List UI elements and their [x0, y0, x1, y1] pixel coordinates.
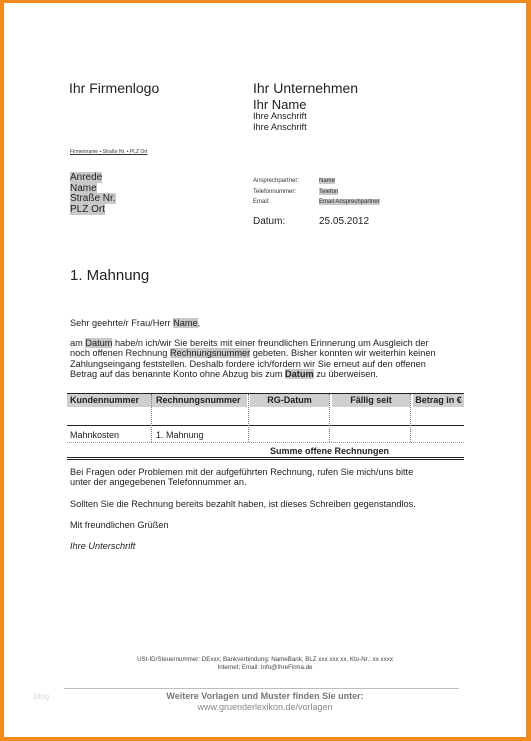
contact-phone-value: Telefon [319, 188, 339, 195]
greeting: Sehr geehrte/r Frau/Herr Name, [70, 318, 201, 328]
table-cell: 1. Mahnung [156, 430, 204, 440]
table-total-label: Summe offene Rechnungen [270, 446, 390, 456]
table-header: Fällig seit [332, 394, 410, 407]
greeting-name: Name [173, 318, 198, 328]
company-address-1: Ihre Anschrift [253, 111, 307, 121]
closing-paragraph: Bei Fragen oder Problemen mit der aufgeführten Rechnung, rufen Sie mich/uns bitte unter der angegebenen Telefonnummer an. [70, 467, 414, 488]
regards: Mit freundlichen Grüßen [70, 520, 169, 530]
table-row [67, 429, 464, 442]
contact-email-value: Email Ansprechpartner [319, 199, 380, 205]
contact-values [319, 176, 380, 208]
signature-placeholder: Ihre Unterschrift [70, 541, 136, 551]
date-label: Datum: [253, 216, 286, 227]
closing-line: Sollten Sie die Rechnung bereits bezahlt haben, ist dieses Schreiben gegenstandlos. [70, 499, 416, 509]
footer-divider [64, 688, 459, 689]
body-paragraph: am Datum habe/n ich/wir Sie bereits mit einer freundlichen Erinnerung um Ausgleich der noch offenen Rechnung Rechnungsnummer gebeten. Bisher konnten wir weiterhin keinen Zahlungseingang feststellen. Deshalb forderе ich/fordern wir Sie erneut auf den offenen Betrag auf das benannte Konto ohne Abzug bis zum Datum zu überweisen. [70, 338, 436, 380]
recipient-salutation: Anrede [70, 172, 103, 183]
recipient-street: Straße Nr. [70, 193, 116, 204]
reminder-date: Datum [85, 338, 113, 348]
templates-link[interactable]: www.gruenderlexikon.de/vorlagen [197, 702, 333, 712]
recipient-block [70, 173, 116, 215]
company-name: Ihr Unternehmen [253, 80, 359, 96]
contact-labels [253, 176, 299, 208]
table-row [67, 410, 464, 423]
letter-title: 1. Mahnung [70, 267, 150, 284]
recipient-name: Name [70, 182, 97, 194]
recipient-city: PLZ Ort [70, 203, 106, 215]
letter-page [4, 3, 526, 737]
contact-phone-label: Telefonnummer: [253, 188, 297, 195]
watermark-text: blog [34, 692, 50, 701]
table-header: Kundennummer [67, 394, 153, 407]
contact-email-label: Email: [253, 199, 270, 205]
contact-person-label: Ansprechpartner: [253, 178, 300, 184]
table-header: RG-Datum [250, 394, 329, 407]
invoice-number: Rechnungsnummer [169, 348, 251, 359]
company-contact-name: Ihr Name [253, 97, 307, 112]
table-cell: Mahnkosten [70, 430, 120, 440]
logo-placeholder: Ihr Firmenlogo [69, 80, 160, 96]
contact-person-value: Name [319, 178, 336, 184]
footer-info: USt-ID/Steuernummer: DExxx; Bankverbindung: NameBank, BLZ xxx xxx xx, Kto-Nr.: xx xxxx Internet; Email: Info@IhreFirma.de [137, 656, 393, 671]
company-address-2: Ihre Anschrift [253, 122, 307, 132]
due-date: Datum [285, 369, 314, 380]
table-header-row [67, 394, 464, 407]
sender-line: Firmenname • Straße Nr. • PLZ Ort [70, 149, 148, 155]
table-header: Betrag in € [413, 394, 464, 407]
table-header: Rechnungsnummer [153, 394, 247, 407]
date-value: 25.05.2012 [319, 216, 370, 227]
templates-notice: Weitere Vorlagen und Muster finden Sie unter: [166, 691, 364, 701]
